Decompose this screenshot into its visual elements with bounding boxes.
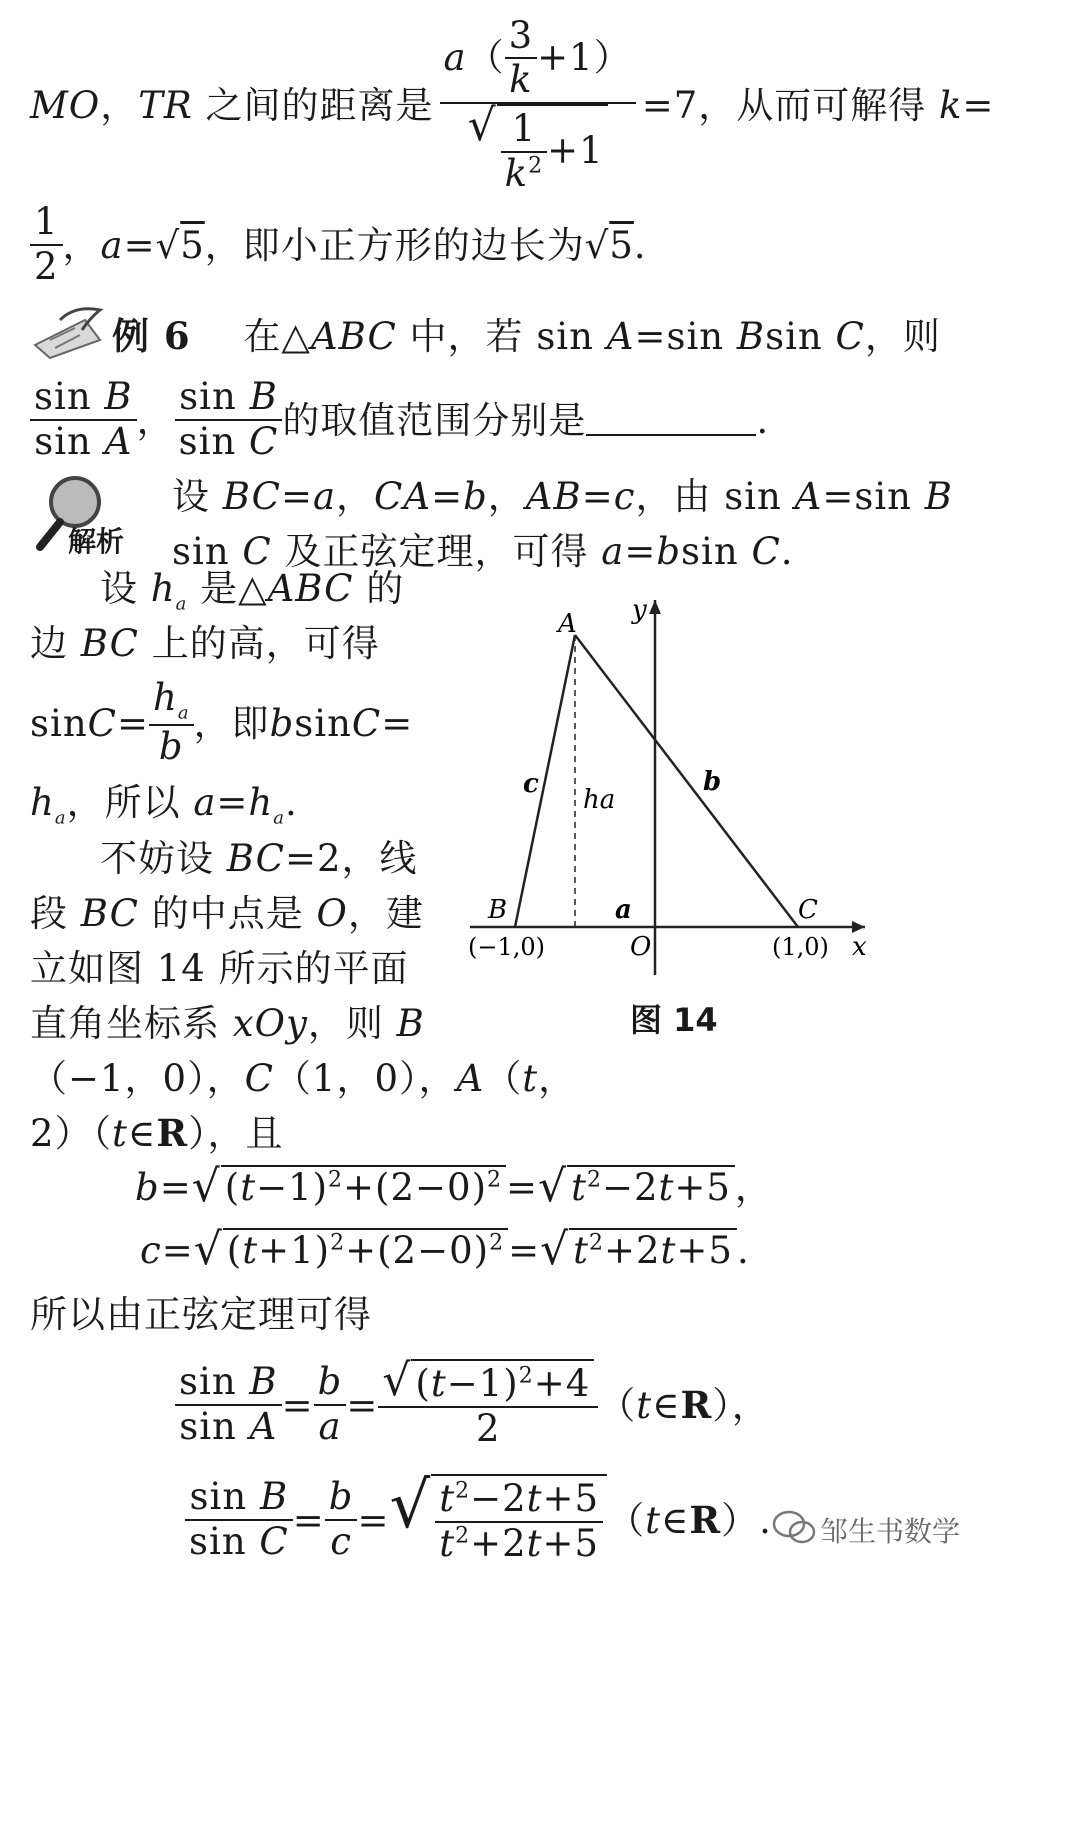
top-line-2: $\frac{1}{2}$ ，a=√5，即小正方形的边长为√5. <box>30 205 647 285</box>
left-line-2: 边 BC 上的高，可得 <box>30 622 380 665</box>
left-line-10: 2）（t∈R），且 <box>30 1111 284 1155</box>
ratio-sinB-sinA: $\frac{\text{sin B}}{\text{sin A}}$ = $\frac{b}{a}$ = √ $(t-1)^2+4$ 2 （ t ∈ R ）， <box>175 1355 770 1455</box>
label-C: C <box>798 895 818 925</box>
solution-intro-1: 设 BC=a，CA=b，AB=c，由 sin A=sin B <box>172 475 953 518</box>
left-line-7: 立如图 14 所示的平面 <box>30 947 409 990</box>
left-line-9: （−1，0），C（1，0），A（t， <box>30 1057 577 1100</box>
label-c: c <box>523 769 539 799</box>
left-line-6: 段 BC 的中点是 O，建 <box>30 892 424 935</box>
label-B-coord: (−1,0) <box>468 933 546 961</box>
left-line-5: 不妨设 BC=2，线 <box>100 837 418 880</box>
example-line-2: $\frac{\text{sin B}}{\text{sin A}}$ ， $\frac{\text{sin B}}{\text{sin C}}$ 的取值范围分别是 . <box>30 375 769 465</box>
label-y: y <box>632 595 647 625</box>
left-line-8: 直角坐标系 xOy，则 B <box>30 1002 425 1045</box>
wechat-icon <box>772 1510 816 1546</box>
ratio-sinB-sinC: $\frac{\text{sin B}}{\text{sin C}}$ = $\frac{b}{c}$ = √ $\frac{t^2-2t+5}{t^2+2t+5}$ （ t ∈ R ）. <box>185 1460 772 1580</box>
top-line-1 <box>30 13 995 195</box>
solution-intro-2: sin C 及正弦定理，可得 a=bsin C. <box>172 530 794 573</box>
answer-blank <box>586 404 756 436</box>
label-a: a <box>615 895 632 925</box>
solution-label: 解析 <box>68 525 125 558</box>
example-label: 例 6 <box>112 314 191 358</box>
label-B: B <box>488 895 508 925</box>
distance-fraction: a （ $\frac{3}{k}$ +1） √ $\frac{1}{k^2}$ +1 <box>440 15 636 195</box>
figure-caption: 图 14 <box>630 1001 718 1039</box>
label-ha: ha <box>583 785 616 815</box>
conclude-line: 所以由正弦定理可得 <box>30 1293 372 1336</box>
left-line-4: $h_a$，所以 $a=h_a$. <box>30 781 298 829</box>
label-x: x <box>852 932 867 962</box>
top-line1-suffix: =7，从而可解得 k= <box>641 83 995 127</box>
example-line2-suffix: 的取值范围分别是 <box>282 398 587 442</box>
label-O: O <box>630 932 652 962</box>
top-line1-prefix: MO，TR 之间的距离是 <box>30 83 434 127</box>
left-line-3: sin C = $\frac{h_a}{b}$ ，即 b sin C = <box>30 676 414 769</box>
label-A: A <box>558 609 577 639</box>
writing-hand-icon <box>30 300 110 360</box>
equation-c: c = √ $(t+1)^2+(2-0)^2$ = √ $t^2+2t+5$ . <box>140 1224 750 1275</box>
label-b: b <box>703 767 722 797</box>
example-end: . <box>756 398 770 442</box>
example-line-1: 例 6 在△ABC 中，若 sin A=sin Bsin C，则 <box>112 314 941 358</box>
watermark-text: 邹生书数学 <box>820 1515 961 1548</box>
left-line-1: 设 $h_a$ 是△ABC 的 <box>100 567 405 615</box>
equation-b: b = √ $(t-1)^2+(2-0)^2$ = √ $t^2-2t+5$ ， <box>135 1161 773 1212</box>
label-C-coord: (1,0) <box>772 933 829 961</box>
figure-14 <box>460 590 880 1030</box>
